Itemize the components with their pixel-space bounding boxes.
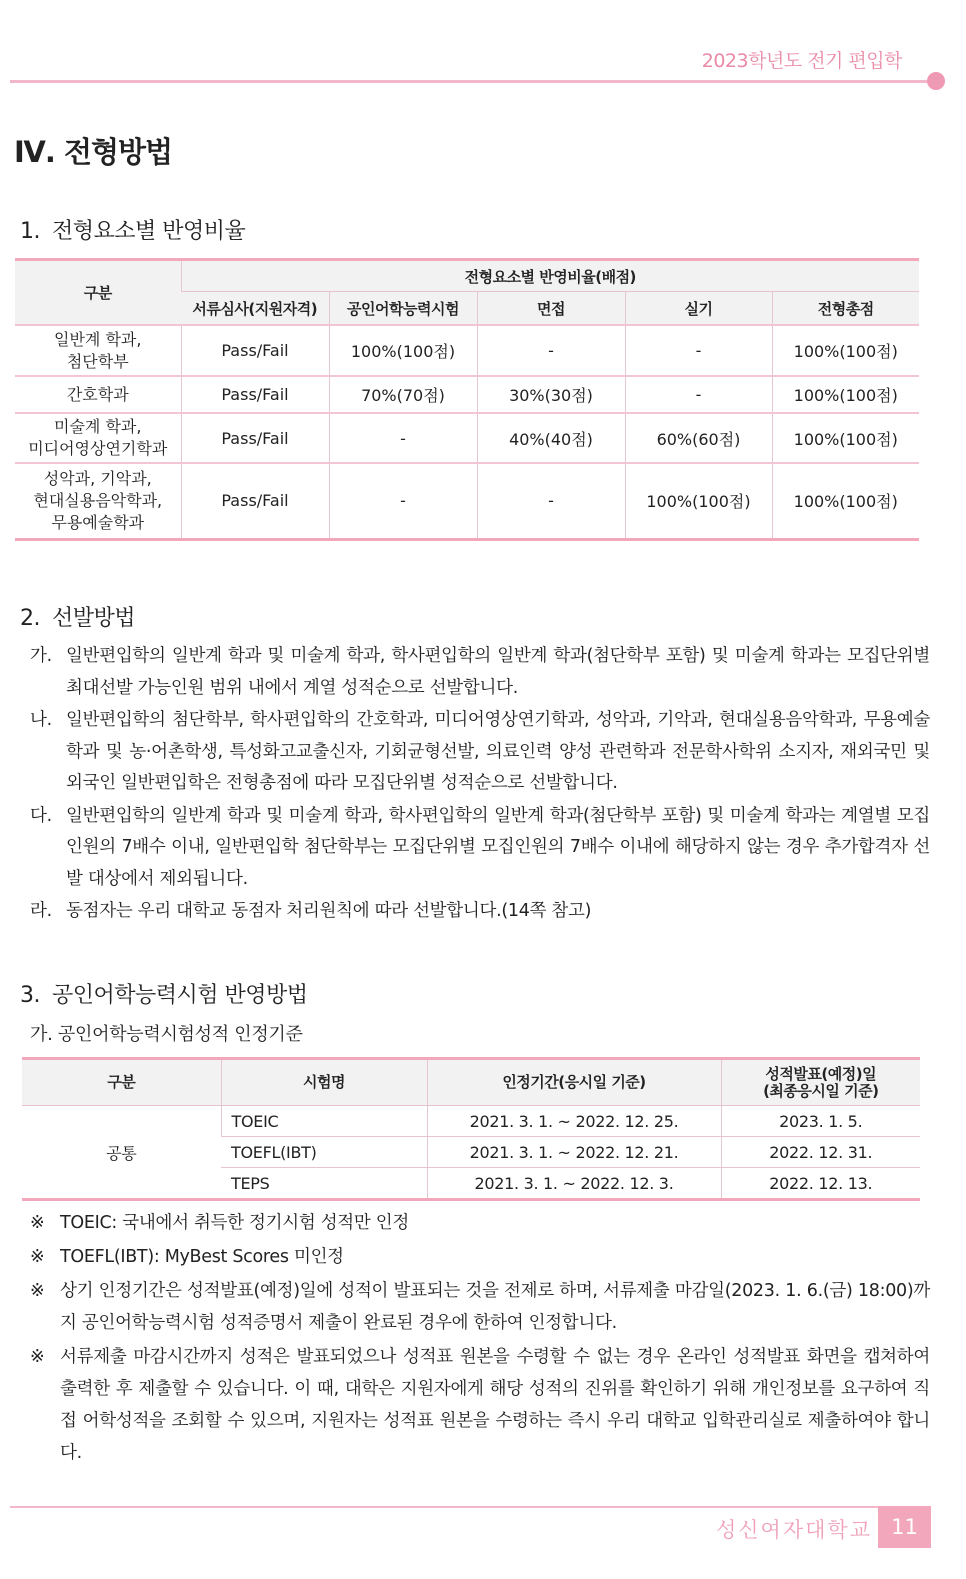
table-cell: 70%(70점) <box>329 376 477 413</box>
col-header: 면접 <box>477 292 625 326</box>
note-text: 서류제출 마감시간까지 성적은 발표되었으나 성적표 원본을 수령할 수 없는 경우 온라인 성적발표 화면을 캡쳐하여 출력한 후 제출할 수 있습니다. 이 때, 대학은 지원자에게 해당 성적의 진위를 확인하기 위해 개인정보를 요구하여 직접 어학성적을 조회할 수 있으며, 지원자는 성적표 원본을 수령하는 즉시 우리 대학교 입학관리실로 제출하여야 합니다. <box>60 1347 930 1463</box>
note-text: TOEFL(IBT): MyBest Scores 미인정 <box>60 1247 344 1267</box>
chapter-title: Ⅳ. 전형방법 <box>14 135 173 169</box>
notes-list <box>30 1207 930 1471</box>
note-marker: ※ <box>30 1213 45 1233</box>
announce-date: 2022. 12. 31. <box>721 1137 920 1168</box>
note-item <box>30 1241 930 1273</box>
valid-period: 2021. 3. 1. ~ 2022. 12. 3. <box>427 1168 721 1200</box>
table-cell: - <box>625 325 772 376</box>
table-cell: 100%(100점) <box>329 325 477 376</box>
table-cell: Pass/Fail <box>181 413 329 463</box>
table-cell: 100%(100점) <box>772 325 919 376</box>
col-header: 실기 <box>625 292 772 326</box>
section-2-heading <box>20 601 135 632</box>
exam-name: TEPS <box>221 1168 427 1200</box>
col-header: 시험명 <box>221 1059 427 1106</box>
list-item <box>30 801 930 896</box>
section-number: 3. <box>20 983 40 1008</box>
exam-name: TOEFL(IBT) <box>221 1137 427 1168</box>
language-test-table <box>22 1057 920 1201</box>
announce-date: 2022. 12. 13. <box>721 1168 920 1200</box>
selection-method-list <box>30 641 930 929</box>
section-title: 선발방법 <box>52 606 136 631</box>
table-row <box>15 413 919 463</box>
list-marker: 가. <box>30 646 52 666</box>
table-cell: - <box>329 413 477 463</box>
table-row <box>15 325 919 376</box>
list-marker: 라. <box>30 901 52 921</box>
col-header-group: 구분 <box>15 260 181 326</box>
table-cell: - <box>625 376 772 413</box>
list-item-text: 일반편입학의 일반계 학과 및 미술계 학과, 학사편입학의 일반계 학과(첨단학부 포함) 및 미술계 학과는 모집단위별 최대선발 가능인원 범위 내에서 계열 성적순으로 선발합니다. <box>66 646 930 698</box>
col-header: 전형총점 <box>772 292 919 326</box>
col-header: 성적발표(예정)일 (최종응시일 기준) <box>721 1059 920 1106</box>
valid-period: 2021. 3. 1. ~ 2022. 12. 25. <box>427 1106 721 1137</box>
header-rule <box>10 80 930 83</box>
list-marker: 나. <box>30 710 52 730</box>
exam-name: TOEIC <box>221 1106 427 1137</box>
announce-date: 2023. 1. 5. <box>721 1106 920 1137</box>
list-item-text: 동점자는 우리 대학교 동점자 처리원칙에 따라 선발합니다.(14쪽 참고) <box>66 901 592 921</box>
section-title: 전형요소별 반영비율 <box>52 219 246 244</box>
col-header: 인정기간(응시일 기준) <box>427 1059 721 1106</box>
note-text: 상기 인정기간은 성적발표(예정)일에 성적이 발표되는 것을 전제로 하며, 서류제출 마감일(2023. 1. 6.(금) 18:00)까지 공인어학능력시험 성적증명서 제출이 완료된 경우에 한하여 인정합니다. <box>60 1281 930 1333</box>
note-item <box>30 1341 930 1469</box>
table-cell: Pass/Fail <box>181 376 329 413</box>
section-3-heading <box>20 978 308 1009</box>
section-1-heading <box>20 214 245 245</box>
footer-university-name: 성신여자대학교 <box>715 1518 872 1542</box>
note-item <box>30 1275 930 1339</box>
table-cell: Pass/Fail <box>181 463 329 539</box>
col-header: 서류심사(지원자격) <box>181 292 329 326</box>
table-row <box>22 1106 920 1137</box>
note-marker: ※ <box>30 1281 45 1301</box>
note-text: TOEIC: 국내에서 취득한 정기시험 성적만 인정 <box>60 1213 409 1233</box>
list-item <box>30 896 930 928</box>
footer-rule <box>10 1506 878 1508</box>
table-cell: 30%(30점) <box>477 376 625 413</box>
row-label: 일반계 학과, 첨단학부 <box>15 325 181 376</box>
table-row <box>15 376 919 413</box>
running-header: 2023학년도 전기 편입학 <box>701 50 902 72</box>
section-title: 공인어학능력시험 반영방법 <box>52 983 308 1008</box>
table-cell: 60%(60점) <box>625 413 772 463</box>
row-label: 미술계 학과, 미디어영상연기학과 <box>15 413 181 463</box>
subsection-title: 가. 공인어학능력시험성적 인정기준 <box>30 1024 303 1045</box>
table-cell: 100%(100점) <box>772 463 919 539</box>
table-cell: 100%(100점) <box>625 463 772 539</box>
col-header-span: 전형요소별 반영비율(배점) <box>181 260 919 292</box>
table-cell: Pass/Fail <box>181 325 329 376</box>
note-item <box>30 1207 930 1239</box>
weighting-table <box>15 258 919 541</box>
col-header: 공인어학능력시험 <box>329 292 477 326</box>
group-cell: 공통 <box>106 1143 137 1163</box>
table-cell: 100%(100점) <box>772 376 919 413</box>
page-number: 11 <box>878 1506 931 1548</box>
section-number: 2. <box>20 606 40 631</box>
list-item <box>30 641 930 704</box>
note-marker: ※ <box>30 1247 45 1267</box>
list-item <box>30 705 930 800</box>
header-dot-ornament <box>927 72 945 90</box>
table-cell: 100%(100점) <box>772 413 919 463</box>
table-cell: - <box>477 463 625 539</box>
valid-period: 2021. 3. 1. ~ 2022. 12. 21. <box>427 1137 721 1168</box>
list-marker: 다. <box>30 805 52 826</box>
list-item-text: 일반편입학의 일반계 학과 및 미술계 학과, 학사편입학의 일반계 학과(첨단학부 포함) 및 미술계 학과는 계열별 모집인원의 7배수 이내, 일반편입학 첨단학부는 모집단위별 모집인원의 7배수 이내에 해당하지 않는 경우 추가합격자 선발 대상에서 제외됩니다. <box>66 805 930 889</box>
table-cell: - <box>329 463 477 539</box>
section-number: 1. <box>20 219 40 244</box>
list-item-text: 일반편입학의 첨단학부, 학사편입학의 간호학과, 미디어영상연기학과, 성악과, 기악과, 현대실용음악학과, 무용예술학과 및 농·어촌학생, 특성화고교출신자, 기회균형선발, 의료인력 양성 관련학과 전문학사학위 소지자, 재외국민 및 외국인 일반편입학은 전형총점에 따라 모집단위별 성적순으로 선발합니다. <box>66 710 930 793</box>
table-cell: - <box>477 325 625 376</box>
table-row <box>15 463 919 539</box>
row-label: 성악과, 기악과, 현대실용음악학과, 무용예술학과 <box>15 463 181 539</box>
col-header: 구분 <box>22 1059 221 1106</box>
note-marker: ※ <box>30 1347 45 1367</box>
row-label: 간호학과 <box>15 376 181 413</box>
table-cell: 40%(40점) <box>477 413 625 463</box>
